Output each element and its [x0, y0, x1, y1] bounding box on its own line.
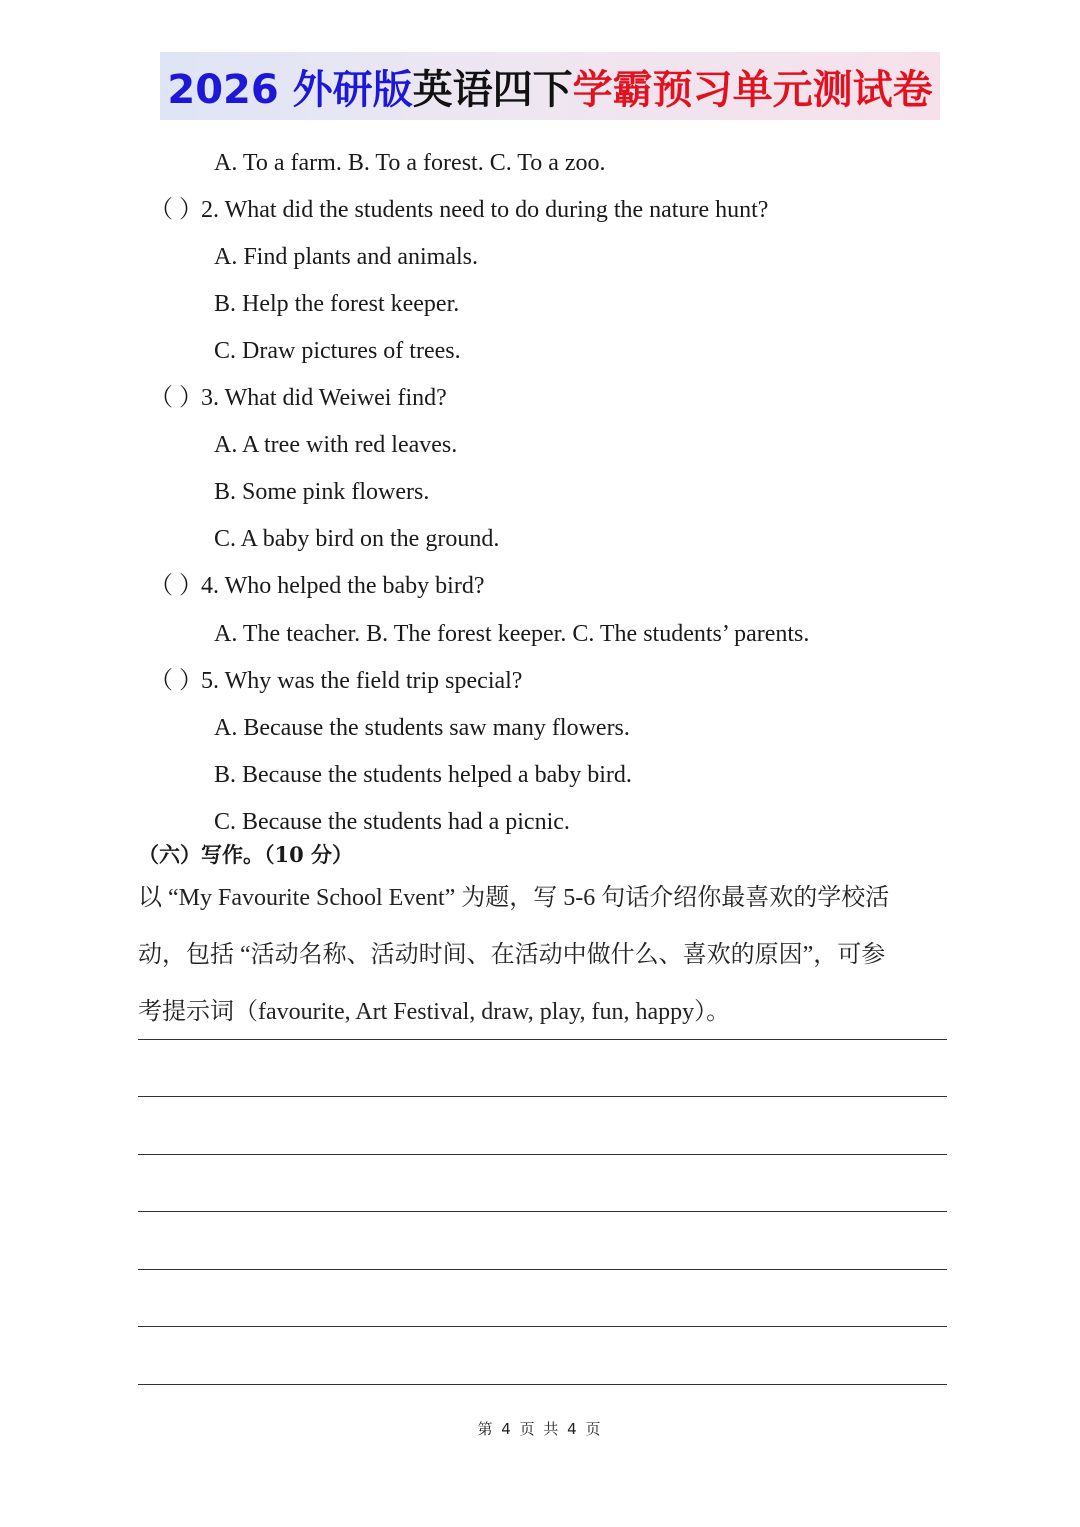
- answer-blank: （ ）: [149, 668, 203, 694]
- option: A. A tree with red leaves.: [214, 432, 458, 458]
- title-banner: [160, 52, 940, 120]
- banner-test-name: 学霸预习单元测试卷: [572, 66, 933, 113]
- option: A. Find plants and animals.: [214, 244, 478, 270]
- question-3: [149, 383, 447, 413]
- writing-line[interactable]: [138, 1269, 947, 1270]
- option: C. Because the students had a picnic.: [214, 809, 570, 835]
- question-text: 5. Why was the field trip special?: [201, 668, 523, 694]
- page-number: 第 4 页 共 4 页: [477, 1420, 603, 1438]
- question-2: [149, 195, 768, 225]
- writing-line[interactable]: [138, 1154, 947, 1155]
- writing-line[interactable]: [138, 1211, 947, 1212]
- writing-section-heading: （六）写作。（10 分）: [138, 842, 354, 867]
- writing-prompt-line: 动，包括 “活动名称、活动时间、在活动中做什么、喜欢的原因”，可参: [138, 942, 886, 968]
- q1-options: A. To a farm. B. To a forest. C. To a zoo.: [214, 150, 606, 176]
- option: B. Help the forest keeper.: [214, 291, 460, 317]
- writing-line[interactable]: [138, 1039, 947, 1040]
- question-5: [149, 666, 522, 696]
- question-4: [149, 571, 484, 601]
- question-text: 4. Who helped the baby bird?: [201, 573, 485, 599]
- banner-edition: 2026 外研版: [167, 66, 413, 113]
- writing-line[interactable]: [138, 1326, 947, 1327]
- answer-blank: （ ）: [149, 385, 203, 411]
- question-text: 2. What did the students need to do during the nature hunt?: [201, 197, 769, 223]
- option: B. Because the students helped a baby bird.: [214, 762, 632, 788]
- option: A. Because the students saw many flowers.: [214, 715, 630, 741]
- banner-subject: 英语四下: [412, 66, 573, 113]
- option: B. Some pink flowers.: [214, 479, 430, 505]
- option: A. The teacher. B. The forest keeper. C. The students’ parents.: [214, 621, 810, 647]
- option: C. A baby bird on the ground.: [214, 526, 500, 552]
- writing-line[interactable]: [138, 1096, 947, 1097]
- question-text: 3. What did Weiwei find?: [201, 385, 447, 411]
- writing-line[interactable]: [138, 1384, 947, 1385]
- answer-blank: （ ）: [149, 197, 203, 223]
- writing-prompt-line: 以 “My Favourite School Event” 为题，写 5-6 句话介绍你最喜欢的学校活: [138, 885, 890, 911]
- option: C. Draw pictures of trees.: [214, 338, 461, 364]
- writing-prompt-line: 考提示词（favourite, Art Festival, draw, play, fun, happy）。: [138, 999, 731, 1025]
- answer-blank: （ ）: [149, 573, 203, 599]
